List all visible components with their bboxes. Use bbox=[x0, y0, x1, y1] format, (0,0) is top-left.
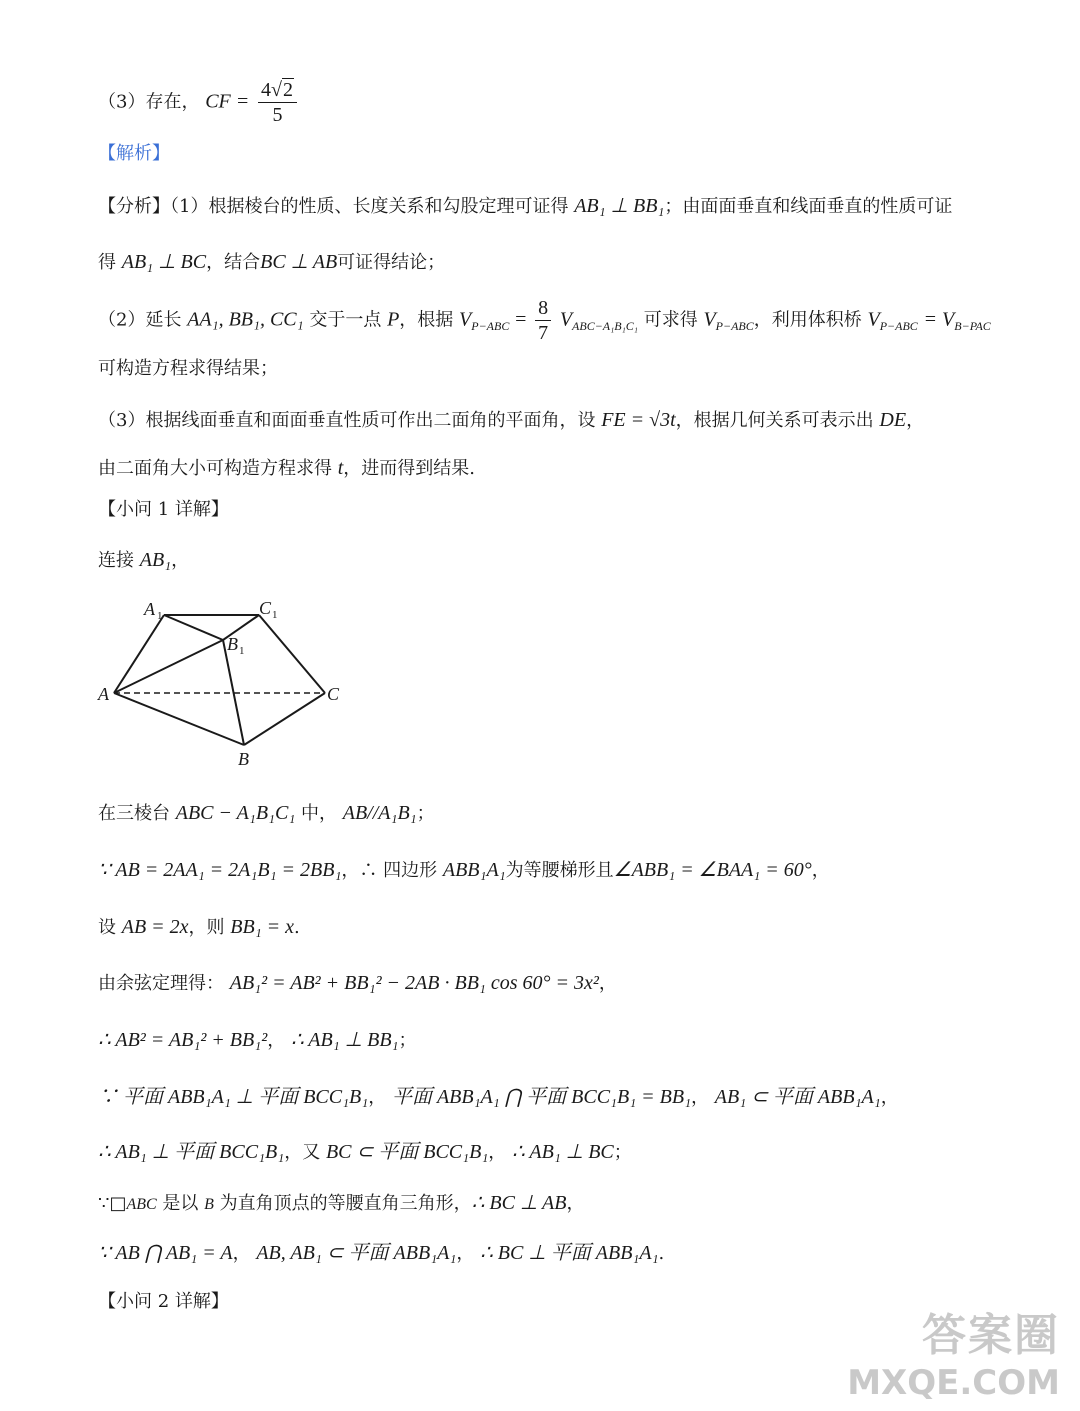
math-expr: AB₁ ⊥ BB₁ bbox=[574, 195, 665, 217]
math-expr: ∴ AB₁ ⊥ BB₁ bbox=[290, 1029, 399, 1051]
proof-line-1 bbox=[98, 803, 435, 823]
math-expr: AB₁ ⊂ 平面 ABB₁A₁ bbox=[714, 1086, 881, 1108]
analysis-text: （1）根据棱台的性质、长度关系和勾股定理可证得 bbox=[170, 196, 569, 217]
math-expr: ∴ AB₁ ⊥ 平面 BCC₁B₁ bbox=[98, 1141, 285, 1163]
proof-text: ， bbox=[171, 550, 190, 571]
proof-text: ， bbox=[691, 1087, 710, 1108]
analysis-text: ，利用体积桥 bbox=[753, 309, 862, 331]
proof-text: ， bbox=[598, 973, 617, 994]
proof-line-7 bbox=[98, 1142, 632, 1162]
analysis-text: ， bbox=[906, 410, 925, 431]
proof-line-4 bbox=[98, 973, 617, 993]
math-expr: BC ⊥ AB bbox=[260, 251, 338, 273]
analysis-text: 交于一点 bbox=[309, 309, 382, 331]
math-expr: = bbox=[515, 308, 527, 331]
math-expr: V bbox=[559, 308, 573, 331]
proof-line-3 bbox=[98, 917, 300, 937]
proof-text: ； bbox=[613, 1142, 632, 1163]
jiexi-heading: 【解析】 bbox=[98, 143, 170, 164]
watermark-line-2: MXQE.COM bbox=[847, 1363, 1060, 1403]
proof-text: ，∴ 四边形 bbox=[341, 860, 438, 881]
edge-cc1 bbox=[259, 615, 325, 693]
proof-text: ，则 bbox=[188, 917, 225, 938]
math-expr: = V bbox=[923, 308, 955, 331]
proof-line-2 bbox=[98, 860, 830, 880]
edge-ab bbox=[114, 693, 244, 745]
analysis-text: （3）根据线面垂直和面面垂直性质可作出二面角的平面角，设 bbox=[98, 410, 596, 431]
analysis-text: 由二面角大小可构造方程求得 bbox=[98, 458, 332, 479]
math-sub: ABC−A₁B₁C₁ bbox=[572, 319, 638, 334]
math-expr: ABC − A₁B₁C₁ bbox=[175, 802, 296, 824]
label-a1-sub: 1 bbox=[157, 610, 163, 622]
analysis-text: ；由面面垂直和线面垂直的性质可证 bbox=[664, 196, 953, 217]
proof-text: ， bbox=[368, 1087, 387, 1108]
analysis-line-3 bbox=[98, 298, 991, 343]
proof-text: ， bbox=[456, 1243, 475, 1264]
math-expr: ∵ AB = 2AA₁ = 2A₁B₁ = 2BB₁ bbox=[98, 859, 342, 881]
math-expr: AB = 2x bbox=[121, 916, 189, 938]
analysis-line-4: 可构造方程求得结果； bbox=[98, 358, 278, 379]
math-expr: AB₁² = AB² + BB₁² − 2AB · BB₁ cos 60° = 3x² bbox=[229, 972, 599, 994]
proof-text: 在三棱台 bbox=[98, 803, 170, 824]
proof-text: 设 bbox=[98, 917, 116, 938]
math-expr: AA₁, BB₁, CC₁ bbox=[187, 308, 304, 331]
proof-line-5 bbox=[98, 1030, 417, 1050]
proof-text: 为等腰梯形且 bbox=[505, 860, 614, 881]
math-expr: ∠ABB₁ = ∠BAA₁ = 60° bbox=[613, 859, 812, 881]
proof-text: 连接 bbox=[98, 550, 134, 571]
math-sub: P−ABC bbox=[715, 319, 754, 334]
math-expr: ∴ BC ⊥ AB bbox=[471, 1192, 567, 1214]
label-b1-sub: 1 bbox=[239, 645, 245, 657]
answer-3-prefix: （3）存在， bbox=[98, 91, 200, 113]
answer-3-fraction: $\frac{4√2}{5}$ bbox=[258, 80, 297, 125]
connect-line bbox=[98, 550, 189, 570]
math-expr: ∴ BC ⊥ 平面 ABB₁A₁ bbox=[480, 1242, 659, 1264]
watermark-line-1: 答案圈 bbox=[922, 1310, 1060, 1361]
math-sub: P−ABC bbox=[879, 319, 918, 334]
proof-text: ， bbox=[811, 860, 830, 881]
answer-3-expr: CF = bbox=[205, 90, 250, 113]
math-expr: AB₁ ⊥ BC bbox=[121, 251, 207, 273]
math-expr: ABC bbox=[126, 1196, 157, 1213]
analysis-line-6 bbox=[98, 458, 475, 478]
analysis-text: ，进而得到结果. bbox=[343, 458, 476, 479]
label-c1-sub: 1 bbox=[272, 609, 278, 621]
proof-text: ，又 bbox=[284, 1142, 321, 1163]
label-a1: A bbox=[144, 599, 155, 619]
math-expr: t bbox=[337, 457, 344, 479]
proof-text: ， bbox=[488, 1142, 507, 1163]
proof-text: ， bbox=[267, 1030, 286, 1051]
analysis-text: 可求得 bbox=[643, 309, 698, 331]
proof-text: ， bbox=[232, 1243, 251, 1264]
math-expr: AB//A₁B₁ bbox=[342, 802, 417, 824]
math-expr: BC ⊂ 平面 BCC₁B₁ bbox=[325, 1141, 489, 1163]
q2-heading: 【小问 2 详解】 bbox=[98, 1291, 229, 1312]
proof-text: ， bbox=[880, 1087, 899, 1108]
label-b1: B bbox=[227, 634, 238, 654]
math-expr: BB₁ = x bbox=[230, 916, 295, 938]
math-sub: B−PAC bbox=[954, 319, 991, 334]
proof-text: ， bbox=[566, 1193, 585, 1214]
proof-line-8 bbox=[98, 1193, 584, 1213]
analysis-text: 得 bbox=[98, 252, 116, 273]
label-b: B bbox=[238, 749, 249, 769]
analysis-line-5 bbox=[98, 410, 924, 430]
math-expr: ∵ AB ⋂ AB₁ = A bbox=[98, 1242, 233, 1264]
proof-text: 是以 bbox=[162, 1193, 199, 1214]
math-expr: P bbox=[387, 308, 400, 331]
analysis-text: 可证得结论； bbox=[337, 252, 446, 273]
watermark-logo bbox=[847, 1299, 1060, 1403]
proof-line-9 bbox=[98, 1243, 664, 1263]
fraction-denominator: 5 bbox=[272, 104, 283, 126]
proof-text: 为直角顶点的等腰直角三角形， bbox=[219, 1193, 472, 1214]
math-expr: B bbox=[204, 1196, 214, 1213]
math-expr: ∴ AB² = AB₁² + BB₁² bbox=[98, 1029, 268, 1051]
frustum-figure bbox=[96, 595, 356, 775]
fraction-coef: 4 bbox=[260, 79, 271, 101]
math-expr: ∵ 平面 ABB₁A₁ ⊥ 平面 BCC₁B₁ bbox=[98, 1086, 369, 1108]
proof-text: . bbox=[294, 917, 300, 938]
analysis-line-2 bbox=[98, 252, 445, 272]
proof-text: 中， bbox=[301, 803, 338, 824]
analysis-text: （2）延长 bbox=[98, 309, 182, 331]
analysis-fraction bbox=[535, 298, 551, 343]
analysis-label: 【分析】 bbox=[98, 196, 170, 217]
label-a: A bbox=[98, 684, 109, 704]
fraction-denominator: 7 bbox=[538, 322, 549, 344]
proof-text: ； bbox=[398, 1030, 417, 1051]
proof-text: 由余弦定理得： bbox=[98, 973, 224, 994]
math-expr: AB, AB₁ ⊂ 平面 ABB₁A₁ bbox=[256, 1242, 457, 1264]
analysis-line-1 bbox=[98, 196, 952, 216]
math-expr: V bbox=[867, 308, 880, 331]
fraction-radicand: 2 bbox=[282, 79, 293, 101]
analysis-text: ，根据 bbox=[399, 309, 454, 331]
math-expr: FE = √3t bbox=[601, 409, 676, 431]
math-expr: ∴ AB₁ ⊥ BC bbox=[512, 1141, 614, 1163]
proof-text: ； bbox=[416, 803, 435, 824]
fraction-numerator: 8 bbox=[535, 298, 551, 321]
label-c1: C bbox=[259, 598, 272, 618]
math-expr: AB₁ bbox=[139, 549, 172, 571]
answer-3-line bbox=[98, 80, 300, 125]
edge-bc bbox=[244, 693, 325, 745]
proof-text: ∵□ bbox=[98, 1193, 127, 1214]
analysis-text: ，结合 bbox=[206, 252, 261, 273]
proof-text: . bbox=[658, 1243, 665, 1264]
label-c: C bbox=[327, 684, 340, 704]
math-expr: V bbox=[459, 308, 472, 331]
math-expr: 平面 ABB₁A₁ ⋂ 平面 BCC₁B₁ = BB₁ bbox=[391, 1086, 692, 1108]
math-expr: DE bbox=[879, 409, 907, 431]
math-sub: P−ABC bbox=[471, 319, 510, 334]
math-expr: ABB₁A₁ bbox=[442, 859, 506, 881]
q1-heading: 【小问 1 详解】 bbox=[98, 499, 229, 520]
proof-line-6 bbox=[98, 1087, 899, 1107]
math-expr: V bbox=[703, 308, 716, 331]
edge-a1b1 bbox=[164, 615, 223, 640]
analysis-text: ，根据几何关系可表示出 bbox=[675, 410, 874, 431]
